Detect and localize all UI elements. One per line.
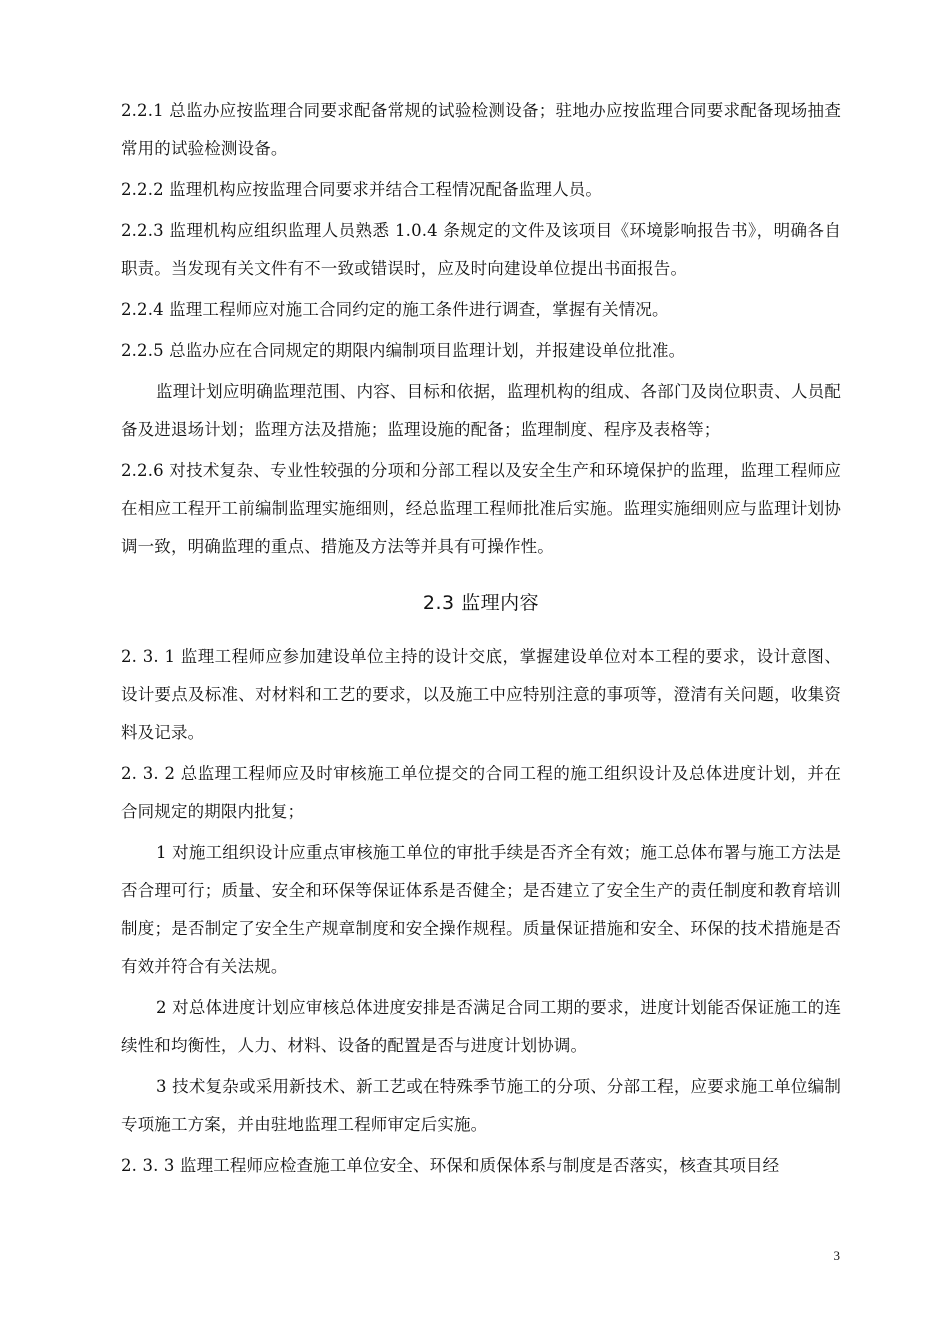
section-title: 2.3 监理内容 [422,592,540,614]
paragraph-2-2-1: 2.2.1 总监办应按监理合同要求配备常规的试验检测设备；驻地办应按监理合同要求配备现场抽查常用的试验检测设备。 [121,101,841,158]
paragraph-2-2-2: 2.2.2 监理机构应按监理合同要求并结合工程情况配备监理人员。 [121,180,603,199]
page-number: 3 [833,1248,840,1263]
page-content [121,92,841,1188]
paragraph-item-3: 3 技术复杂或采用新技术、新工艺或在特殊季节施工的分项、分部工程，应要求施工单位编制专项施工方案，并由驻地监理工程师审定后实施。 [121,1077,841,1134]
paragraph-item-1: 1 对施工组织设计应重点审核施工单位的审批手续是否齐全有效；施工总体布署与施工方法是否合理可行；质量、安全和环保等保证体系是否健全；是否建立了安全生产的责任制度和教育培训制度；是否制定了安全生产规章制度和安全操作规程。质量保证措施和安全、环保的技术措施是否有效并符合有关法规。 [121,843,841,976]
paragraph-2-2-5: 2.2.5 总监办应在合同规定的期限内编制项目监理计划，并报建设单位批准。 [121,341,686,360]
paragraph-2-2-3: 2.2.3 监理机构应组织监理人员熟悉 1.0.4 条规定的文件及该项目《环境影响报告书》，明确各自职责。当发现有关文件有不一致或错误时，应及时向建设单位提出书面报告。 [121,221,841,278]
paragraph-2-3-1: 2. 3. 1 监理工程师应参加建设单位主持的设计交底，掌握建设单位对本工程的要求，设计意图、设计要点及标准、对材料和工艺的要求，以及施工中应特别注意的事项等，澄清有关问题，收集资料及记录。 [121,647,841,742]
paragraph-2-3-2: 2. 3. 2 总监理工程师应及时审核施工单位提交的合同工程的施工组织设计及总体进度计划，并在合同规定的期限内批复； [121,764,841,821]
paragraph-monitoring-plan: 监理计划应明确监理范围、内容、目标和依据，监理机构的组成、各部门及岗位职责、人员配备及进退场计划；监理方法及措施；监理设施的配备；监理制度、程序及表格等； [121,382,841,439]
paragraph-item-2: 2 对总体进度计划应审核总体进度安排是否满足合同工期的要求，进度计划能否保证施工的连续性和均衡性，人力、材料、设备的配置是否与进度计划协调。 [121,998,841,1055]
paragraph-2-3-3: 2. 3. 3 监理工程师应检查施工单位安全、环保和质保体系与制度是否落实，核查其项目经 [121,1156,780,1175]
paragraph-2-2-4: 2.2.4 监理工程师应对施工合同约定的施工条件进行调查，掌握有关情况。 [121,300,669,319]
paragraph-2-2-6: 2.2.6 对技术复杂、专业性较强的分项和分部工程以及安全生产和环境保护的监理，监理工程师应在相应工程开工前编制监理实施细则，经总监理工程师批准后实施。监理实施细则应与监理计划协调一致，明确监理的重点、措施及方法等并具有可操作性。 [121,461,841,556]
